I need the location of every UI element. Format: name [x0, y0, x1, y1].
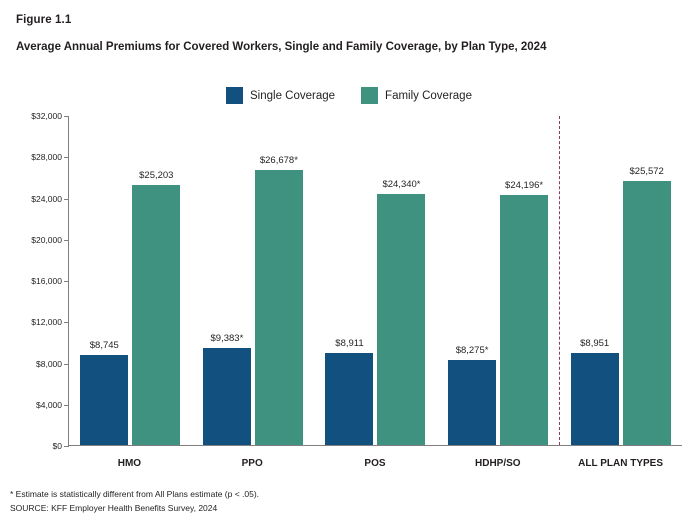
y-axis-tick-label: $8,000 — [36, 358, 62, 369]
x-axis-tick-label: HDHP/SO — [475, 458, 521, 469]
y-axis-tick-label: $12,000 — [31, 317, 62, 328]
footnote-estimate: * Estimate is statistically different from All Plans estimate (p < .05). — [10, 489, 260, 499]
x-axis-labels — [68, 448, 682, 469]
bar-group — [437, 116, 560, 445]
legend-item-family — [361, 87, 472, 104]
bar-value-label: $25,203 — [139, 170, 174, 182]
legend-item-single — [226, 87, 335, 104]
bar-group-bars — [559, 116, 682, 445]
legend-label-family: Family Coverage — [385, 89, 472, 102]
bar-value-label: $26,678* — [259, 154, 298, 166]
plot-canvas — [68, 116, 682, 446]
bar-group-bars — [192, 116, 315, 445]
y-axis-tick-mark — [64, 281, 69, 282]
chart-legend — [0, 87, 698, 104]
y-axis-labels — [16, 111, 68, 451]
bar-group — [69, 116, 192, 445]
y-axis-tick-mark — [64, 446, 69, 447]
bar-value-label: $8,911 — [335, 338, 364, 350]
legend-swatch-single — [226, 87, 243, 104]
bar — [132, 170, 180, 445]
y-axis-tick-label: $32,000 — [31, 111, 62, 121]
bar — [255, 154, 303, 445]
bar-group-bars — [314, 116, 437, 445]
y-axis-tick-mark — [64, 199, 69, 200]
bar-value-label: $9,383* — [210, 333, 244, 345]
x-axis-tick-label: ALL PLAN TYPES — [578, 458, 663, 469]
bar — [448, 344, 496, 445]
bar-value-label: $24,340* — [382, 179, 421, 190]
bar-value-label: $24,196* — [505, 180, 544, 192]
bar — [80, 339, 128, 445]
figure-label: Figure 1.1 — [16, 14, 72, 26]
bar-value-label: $8,275* — [455, 344, 489, 356]
bar — [500, 180, 548, 445]
y-axis-tick-mark — [64, 405, 69, 406]
x-axis-tick-label: HMO — [117, 458, 142, 469]
bar-value-label: $25,572 — [629, 166, 664, 178]
y-axis-tick-label: $16,000 — [31, 276, 62, 286]
bar — [571, 337, 619, 445]
footnotes — [10, 487, 690, 515]
legend-swatch-family — [361, 87, 378, 104]
bar-group-bars — [437, 116, 560, 445]
bar-group — [192, 116, 315, 445]
bar-group — [559, 116, 682, 445]
y-axis-tick-label: $20,000 — [31, 234, 62, 245]
all-plans-divider — [559, 116, 560, 445]
y-axis-tick-mark — [64, 364, 69, 365]
bar-group-bars — [69, 116, 192, 445]
page-title: Average Annual Premiums for Covered Workers, Single and Family Coverage, by Plan Type, 2024 — [16, 41, 547, 53]
y-axis-tick-label: $28,000 — [31, 152, 62, 163]
bar — [325, 338, 373, 445]
x-axis-tick-label: POS — [364, 458, 386, 469]
bar — [623, 166, 671, 445]
bar-value-label: $8,745 — [89, 339, 119, 351]
y-axis-tick-mark — [64, 240, 69, 241]
bar — [203, 333, 251, 445]
bar-group — [314, 116, 437, 445]
y-axis-tick-mark — [64, 322, 69, 323]
y-axis-tick-mark — [64, 157, 69, 158]
bar-value-label: $8,951 — [580, 337, 610, 349]
y-axis-tick-label: $24,000 — [31, 193, 62, 204]
bar-groups — [69, 116, 682, 445]
y-axis-tick-label: $0 — [52, 441, 62, 451]
legend-label-single: Single Coverage — [250, 89, 336, 102]
y-axis-tick-mark — [64, 116, 69, 117]
bar — [377, 179, 425, 445]
y-axis-tick-label: $4,000 — [36, 399, 62, 410]
x-axis-tick-label: PPO — [241, 458, 263, 469]
footnote-source: SOURCE: KFF Employer Health Benefits Survey, 2024 — [10, 503, 218, 513]
plot-area — [16, 111, 682, 469]
